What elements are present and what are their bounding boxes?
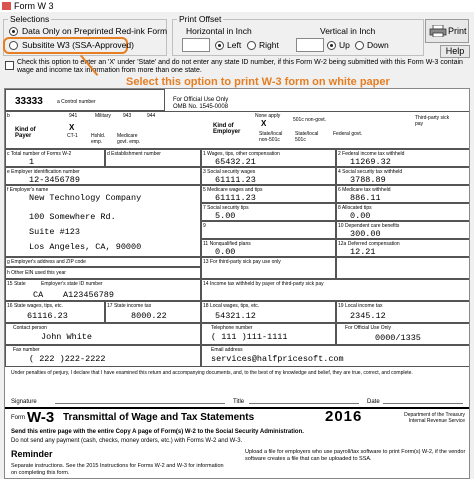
horizontal-offset-input[interactable] (182, 38, 210, 52)
box-6-value: 886.11 (350, 193, 381, 203)
separate-instructions: Separate instructions. See the 2015 Instructions for Forms W-2 and W-3 for information on completing this form. (11, 463, 224, 476)
control-code: 33333 (15, 96, 43, 107)
box-h-label: h Other EIN used this year (7, 270, 66, 276)
vertical-offset-input[interactable] (296, 38, 324, 52)
multi-state-checkbox[interactable] (5, 61, 14, 70)
box-14-label: 14 Income tax withheld by payer of third-party sick pay (203, 281, 324, 287)
form-label: Form (11, 415, 25, 421)
print-button-label: Print (448, 26, 467, 36)
third-party-sick-label: Third-party sick pay (415, 115, 450, 127)
date-line (383, 403, 463, 404)
email-value: services@halfpricesoft.com (211, 354, 344, 364)
do-not-send-notice: Do not send any payment (cash, checks, money orders, etc.) with Forms W-2 and W-3. (11, 438, 243, 444)
vertical-label: Vertical in Inch (320, 26, 376, 36)
box-18-label: 18 Local wages, tips, etc. (203, 303, 260, 309)
perjury-statement: Under penalties of perjury, I declare that I have examined this return and accompanying documents, and, to the best of my knowledge and belief, they are true, correct, and complete. (11, 370, 413, 376)
left-radio[interactable] (215, 41, 224, 50)
box-7-label: 7 Social security tips (203, 205, 249, 211)
box-15-id: A123456789 (63, 290, 115, 300)
box-4-value: 3788.89 (350, 175, 386, 185)
control-number-label: a Control number (57, 99, 96, 105)
box-18-value: 54321.12 (215, 311, 256, 321)
box-12b (336, 257, 470, 279)
employer-none-apply: None apply (255, 113, 281, 119)
box-8-value: 0.00 (350, 211, 371, 221)
address-line-3: Los Angeles, CA, 90000 (29, 242, 142, 252)
box-7-value: 5.00 (215, 211, 236, 221)
help-button-label: Help (445, 46, 465, 56)
box-d-label: d Establishment number (107, 151, 161, 157)
box-17-value: 8000.22 (131, 311, 167, 321)
employer-federal: Federal govt. (333, 131, 363, 137)
fax-label: Fax number (13, 347, 40, 353)
substitute-w3-radio[interactable] (9, 41, 18, 50)
employer-state-local: State/local non-501c (259, 131, 283, 143)
address-line-2: Suite #123 (29, 227, 81, 237)
box-2-value: 11269.32 (350, 157, 391, 167)
official-use-value: 0000/1335 (375, 333, 421, 343)
box-15-state: CA (33, 290, 44, 300)
title-bar (0, 0, 474, 12)
selections-legend: Selections (10, 14, 50, 24)
w3-form-preview (4, 88, 470, 479)
box-16-label: 16 State wages, tips, etc. (7, 303, 63, 309)
horizontal-label: Horizontal in Inch (186, 26, 252, 36)
form-title: Transmittal of Wage and Tax Statements (63, 412, 255, 423)
box-g-label: g Employer's address and ZIP code (7, 259, 86, 265)
box-19-value: 2345.12 (350, 311, 386, 321)
left-label: Left (227, 40, 242, 50)
employer-501c: 501c non-govt. (293, 117, 327, 123)
up-label: Up (339, 40, 350, 50)
phone-label: Telephone number (211, 325, 253, 331)
date-label: Date (367, 399, 380, 405)
kind-of-payer-label: Kind of Payer (15, 127, 36, 139)
box-2-label: 2 Federal income tax withheld (338, 151, 405, 157)
payer-941-x-mark: X (69, 123, 75, 132)
box-12a-value: 12.21 (350, 247, 376, 257)
box-11-label: 11 Nonqualified plans (203, 241, 251, 247)
printer-icon (429, 25, 447, 37)
box-4-label: 4 Social security tax withheld (338, 169, 403, 175)
preprinted-form-radio[interactable] (9, 27, 18, 36)
contact-value: John White (41, 332, 93, 342)
title-line (249, 403, 359, 404)
official-use-label-2: For Official Use Only (345, 325, 392, 331)
fax-value: ( 222 )222-2222 (29, 354, 106, 364)
box-c-label: c Total number of Forms W-2 (7, 151, 72, 157)
payer-military: Military (95, 113, 111, 119)
payer-ct1: CT-1 (67, 133, 78, 139)
box-e-value: 12-3456789 (29, 175, 81, 185)
preprinted-form-label: Data Only on Preprinted Red-ink Form (22, 26, 168, 36)
box-f-label: f Employer's name (7, 187, 49, 193)
box-16-value: 61116.23 (27, 311, 68, 321)
title-label: Title (233, 399, 245, 405)
help-button[interactable] (440, 45, 470, 58)
box-3-value: 61111.23 (215, 175, 256, 185)
employer-state-local-501c: State/local 501c (295, 131, 319, 143)
payer-hshld: Hshld. emp. (91, 133, 106, 145)
box-1-label: 1 Wages, tips, other compensation (203, 151, 280, 157)
right-label: Right (259, 40, 279, 50)
box-6-label: 6 Medicare tax withheld (338, 187, 391, 193)
email-label: Email address (211, 347, 243, 353)
kind-of-employer-label: Kind of Employer (213, 123, 241, 135)
payer-941: 941 (69, 113, 78, 119)
down-radio[interactable] (355, 41, 364, 50)
upload-notice: Upload a file for employers who use payroll/tax software to print Form(s) W-2, if the vendor software creates a file that can be uploaded to SSA. (245, 449, 466, 462)
payer-943: 943 (123, 113, 132, 119)
omb-label: OMB No. 1545-0008 (173, 104, 229, 110)
phone-value: ( 111 )111-1111 (211, 332, 288, 342)
box-1-value: 65432.21 (215, 157, 256, 167)
box-17-label: 17 State income tax (107, 303, 152, 309)
window-title: Form W 3 (14, 1, 54, 11)
box-15-id-label: Employer's state ID number (41, 281, 103, 287)
reminder-heading: Reminder (11, 449, 53, 459)
print-offset-legend: Print Offset (179, 14, 222, 24)
box-11-value: 0.00 (215, 247, 236, 257)
box-12a-label: 12a Deferred compensation (338, 241, 400, 247)
department-label: Department of the Treasury Internal Revenue Service (404, 412, 465, 424)
b-label: b (7, 113, 10, 119)
signature-label: Signature (11, 399, 37, 405)
contact-label: Contact person (13, 325, 47, 331)
heading-rule (5, 407, 470, 409)
payer-944: 944 (147, 113, 156, 119)
print-button[interactable] (425, 19, 469, 43)
box-9-label: 9 (203, 223, 206, 229)
box-10-value: 300.00 (350, 229, 381, 239)
signature-line (55, 403, 225, 404)
box-e-label: e Employer identification number (7, 169, 80, 175)
down-label: Down (367, 40, 389, 50)
right-radio[interactable] (247, 41, 256, 50)
up-radio[interactable] (327, 41, 336, 50)
employer-x-mark: X (261, 119, 267, 128)
payer-medicare: Medicare govt. emp. (117, 133, 141, 145)
send-instructions: Send this entire page with the entire Copy A page of Form(s) W-2 to the Social Security Administration. (11, 429, 304, 435)
annotation-text: Select this option to print W-3 form on white paper (126, 76, 390, 88)
box-15-label: 15 State (7, 281, 26, 287)
multi-state-note: Check this option to enter an 'X' under 'State' and do not enter any state ID number, if this Form W-2 being submitted with this Form W-3 contain wage and income tax information from more than one state. (17, 59, 463, 74)
form-year: 2016 (325, 408, 363, 425)
substitute-w3-label: Subsitite W3 (SSA-Approved) (22, 40, 134, 50)
box-f-value: New Technology Company (29, 193, 142, 203)
app-icon (2, 2, 11, 10)
official-use-label: For Official Use Only (173, 97, 229, 103)
box-c-value: 1 (29, 157, 35, 167)
box-3-label: 3 Social security wages (203, 169, 256, 175)
address-line-1: 100 Somewhere Rd. (29, 212, 116, 222)
box-8-label: 8 Allocated tips (338, 205, 372, 211)
box-5-label: 5 Medicare wages and tips (203, 187, 263, 193)
box-19-label: 19 Local income tax (338, 303, 383, 309)
box-10-label: 10 Dependent care benefits (338, 223, 400, 229)
box-9 (201, 221, 336, 239)
box-5-value: 61111.23 (215, 193, 256, 203)
form-name: W-3 (27, 409, 55, 426)
box-13-label: 13 For third-party sick pay use only (203, 259, 281, 265)
